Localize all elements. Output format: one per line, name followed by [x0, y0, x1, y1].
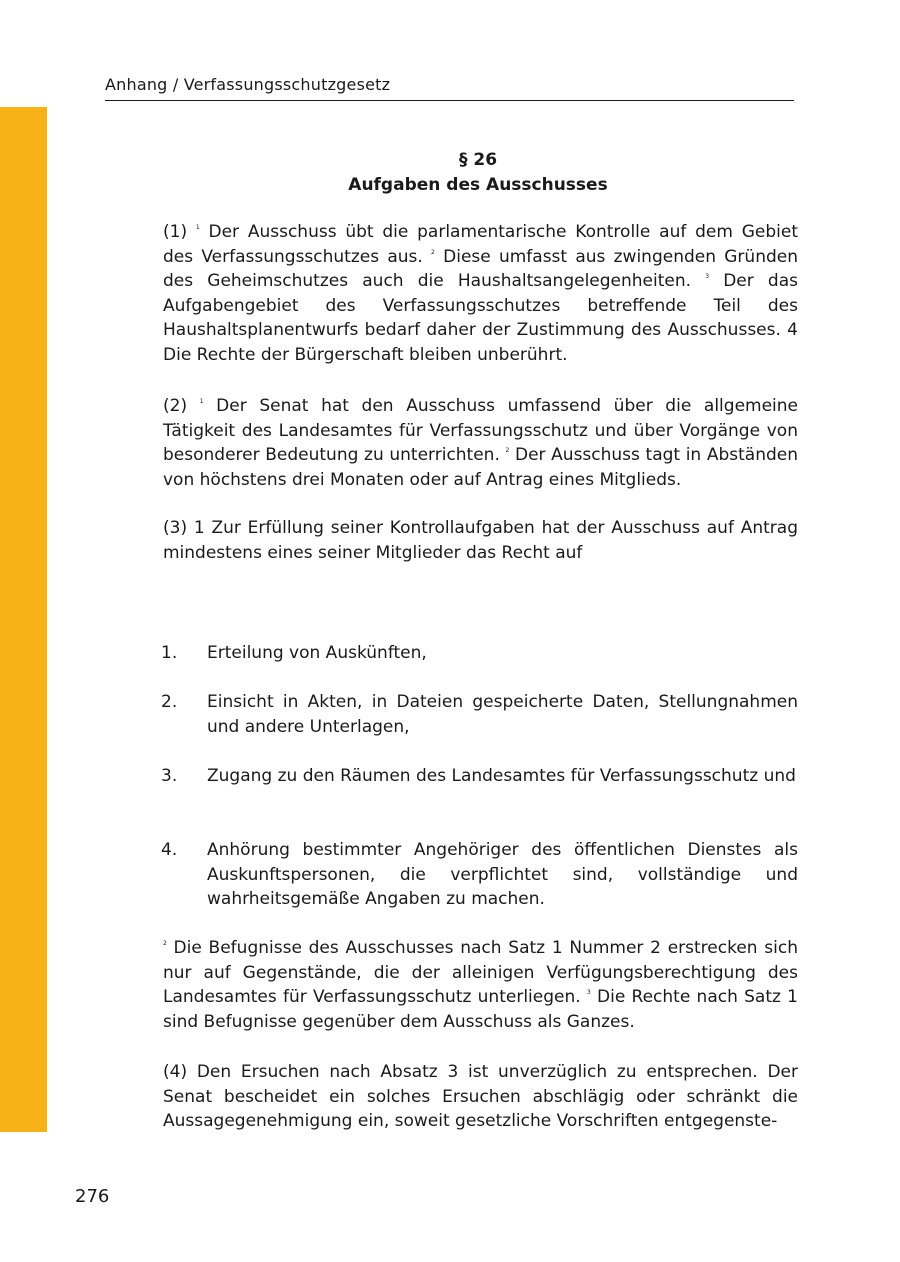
paragraph-1-lead: (1): [163, 222, 196, 242]
list-item-text: Anhörung bestimmter Angehöriger des öffentlichen Dienstes als Auskunftspersonen, die verpflichtet sind, vollständige und wahrheitsgemäße Angaben zu machen.: [207, 840, 798, 910]
sentence-marker: 3: [705, 273, 710, 281]
paragraph-3-sentence-3: Die Rechte nach Satz 1 sind Befugnisse gegenüber dem Ausschuss als Ganzes.: [163, 987, 798, 1032]
list-item-text: Einsicht in Akten, in Dateien gespeicherte Daten, Stellungnahmen und andere Unterlagen,: [207, 692, 798, 737]
list-item-text: Zugang zu den Räumen des Landesamtes für Verfassungsschutz und: [207, 766, 796, 786]
running-header: Anhang / Verfassungsschutzgesetz: [105, 74, 794, 101]
sentence-marker: 3: [586, 989, 591, 997]
sentence-marker: 1: [195, 224, 200, 231]
paragraph-2-sentence-1: Der Senat hat den Ausschuss umfassend über die allgemeine Tätigkeit des Landesamtes für Verfassungsschutz und über Vorgänge von besonderer Bedeutung zu unterrichten.: [163, 396, 798, 466]
paragraph-1: [163, 220, 798, 368]
section-heading: [163, 148, 793, 198]
paragraph-2-lead: (2): [163, 396, 200, 416]
page-number: 276: [75, 1186, 110, 1207]
list-item-number: 1.: [161, 643, 178, 663]
list-item-number: 4.: [161, 840, 178, 860]
sentence-marker: 2: [505, 447, 510, 455]
paragraph-3-continuation: [163, 936, 798, 1034]
sentence-marker: 2: [163, 940, 167, 947]
list-item-number: 3.: [161, 766, 178, 786]
paragraph-2: [163, 394, 798, 492]
paragraph-3-sentence-2: Die Befugnisse des Ausschusses nach Satz 1 Nummer 2 erstrecken sich nur auf Gegenstände, die der alleinigen Verfügungsberechtigung des Landesamtes für Verfassungsschutz unterliegen.: [163, 938, 798, 1008]
list-item-number: 2.: [161, 692, 178, 712]
paragraph-4: (4) Den Ersuchen nach Absatz 3 ist unverzüglich zu entsprechen. Der Senat bescheidet ein solches Ersuchen abschlägig oder schränkt die Aussagegenehmigung ein, soweit gesetzliche Vorschriften entgegenste-: [163, 1062, 798, 1132]
yellow-margin-bar: [0, 107, 47, 1132]
paragraph-1-sentence-3: Der das Aufgabengebiet des Verfassungsschutzes betreffende Teil des Haushaltsplanentwurfs bedarf daher der Zustimmung des Ausschusses. 4 Die Rechte der Bürgerschaft bleiben unberührt.: [163, 271, 798, 365]
list-item-text: Erteilung von Auskünften,: [207, 643, 427, 663]
section-title: Aufgaben des Ausschusses: [348, 175, 608, 195]
sentence-marker: 1: [199, 398, 204, 405]
section-number: § 26: [458, 150, 498, 170]
paragraph-3: (3) 1 Zur Erfüllung seiner Kontrollaufgaben hat der Ausschuss auf Antrag mindestens eines seiner Mitglieder das Recht auf: [163, 518, 798, 563]
paragraph-1-sentence-1: Der Ausschuss übt die parlamentarische Kontrolle auf dem Gebiet des Verfassungsschutzes aus.: [163, 222, 798, 267]
sentence-marker: 2: [431, 248, 435, 256]
paragraph-2-sentence-2: Der Ausschuss tagt in Abständen von höchstens drei Monaten oder auf Antrag eines Mitglieds.: [163, 445, 799, 490]
paragraph-1-sentence-2: Diese umfasst aus zwingenden Gründen des Geheimschutzes auch die Haushaltsangelegenheiten.: [163, 246, 798, 292]
